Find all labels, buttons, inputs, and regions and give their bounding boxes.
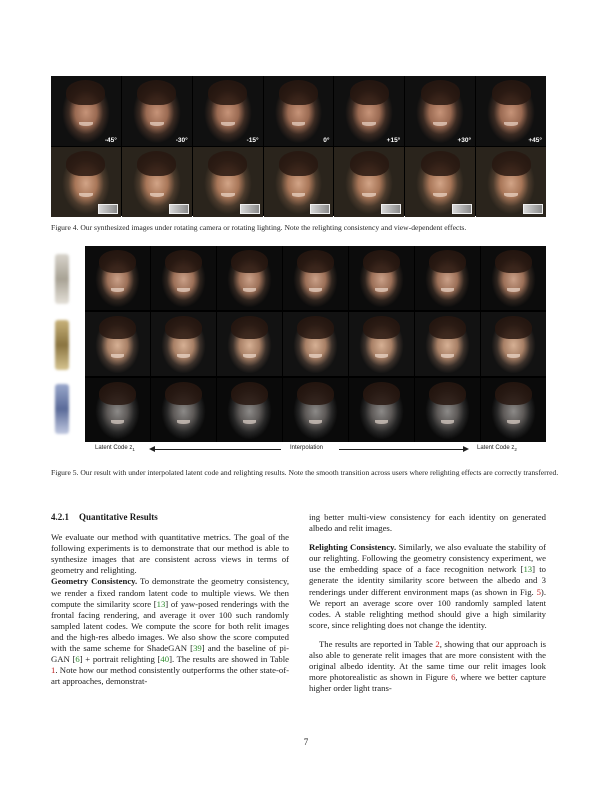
figure-5-tile	[283, 378, 348, 442]
figure-5-tile	[283, 246, 348, 310]
citation-link[interactable]: 6	[75, 654, 80, 665]
table-link[interactable]: 2	[435, 638, 440, 649]
axis-label-interpolation: Interpolation	[290, 445, 324, 451]
figure-5-tile	[85, 246, 150, 310]
paragraph-intro: We evaluate our method with quantitative metrics. The goal of the following experiments is to demonstrate that our method is able to synthesize images that are consistent across views in terms of geometry and relighting.	[51, 532, 289, 576]
figure-4-tile	[334, 76, 404, 146]
paragraph-geometry-consistency: Geometry Consistency. To demonstrate the geometry consistency, we render a fixed random latent code to multiple views. We then compute the similarity score [13] of yaw-posed renderings with the frontal facing rendering, and average it over 100 such randomly sampled latent codes. We compute the score for both relit images and the high-res albedo images. We also show the score computed with the same scheme for ShadeGAN [39] and the baseline of pi-GAN [6] + portrait relighting [40]. The results are showed in Table 1. Note how our method consistently outperforms the other state-of-art approaches, demonstrat-	[51, 576, 289, 687]
angle-label: +15°	[386, 137, 401, 144]
envmap-thumbnail	[310, 204, 330, 214]
paragraph-continuation: ing better multi-view consistency for each identity on generated albedo and relit images.	[309, 512, 546, 534]
figure-5-tile	[217, 312, 282, 376]
figure-4-tile	[476, 147, 546, 217]
figure-4-tile	[122, 76, 192, 146]
figure-5-tile	[415, 246, 480, 310]
figure-5-envmap-column	[51, 246, 85, 442]
figure-5-tile	[151, 246, 216, 310]
angle-label: -30°	[175, 137, 188, 144]
envmap-thumbnail	[381, 204, 401, 214]
citation-link[interactable]: 13	[523, 564, 533, 575]
figure-5-tile	[151, 378, 216, 442]
figure-5-tile	[217, 246, 282, 310]
figure-5-tile	[415, 312, 480, 376]
figure-4-tile	[334, 147, 404, 217]
figure-5-caption: Figure 5. Our result with under interpolated latent code and relighting results. Note the smooth transition across users where relighting effects are correctly transferred.	[51, 468, 559, 477]
figure-4-lighting-row	[51, 147, 546, 217]
figure-4-tile	[193, 147, 263, 217]
angle-label: -15°	[246, 137, 259, 144]
figure-4-tile	[122, 147, 192, 217]
figure-5-tile	[217, 378, 282, 442]
figure-5-interpolation-axis	[85, 442, 546, 456]
figure-4-tile	[476, 76, 546, 146]
angle-label: -45°	[104, 137, 117, 144]
figure-5-tile	[283, 312, 348, 376]
figure-link[interactable]: 5	[536, 586, 541, 597]
figure-5-row-2	[85, 312, 546, 376]
figure-4-tile	[51, 76, 121, 146]
figure-5-row-3	[85, 378, 546, 442]
figure-4-caption: Figure 4. Our synthesized images under rotating camera or rotating lighting. Note the relighting consistency and view-dependent effects.	[51, 223, 467, 232]
envmap-1	[51, 248, 85, 310]
table-link[interactable]: 1	[51, 665, 56, 676]
figure-4-tile	[405, 147, 475, 217]
figure-4-camera-row	[51, 76, 546, 146]
page-number: 7	[303, 737, 309, 747]
angle-label: +30°	[457, 137, 472, 144]
figure-5-tile	[481, 378, 546, 442]
arrow-right-icon	[463, 446, 469, 452]
envmap-3	[51, 378, 85, 440]
envmap-thumbnail	[452, 204, 472, 214]
right-column	[309, 512, 546, 694]
figure-4-tile	[193, 76, 263, 146]
figure-5-tile	[481, 312, 546, 376]
angle-label: 0°	[323, 137, 330, 144]
axis-label-right: Latent Code $z_2$	[477, 445, 517, 453]
envmap-thumbnail	[523, 204, 543, 214]
figure-5-tile	[85, 378, 150, 442]
figure-5-tile	[415, 378, 480, 442]
figure-5-tile	[481, 246, 546, 310]
figure-5-tile	[85, 312, 150, 376]
envmap-thumbnail	[98, 204, 118, 214]
axis-line-right	[339, 449, 463, 450]
envmap-thumbnail	[240, 204, 260, 214]
paragraph-results: The results are reported in Table 2, showing that our approach is also able to generate relit images that are more consistent with the original albedo identity. At the same time our relit images look more photorealistic as shown in Figure 6, where we better capture higher order light trans-	[309, 638, 546, 694]
figure-5-tile	[349, 246, 414, 310]
figure-4-tile	[51, 147, 121, 217]
figure-5-row-1	[85, 246, 546, 310]
figure-5-tile	[151, 312, 216, 376]
figure-4-tile	[264, 76, 334, 146]
figure-4-tile	[264, 147, 334, 217]
citation-link[interactable]: 13	[156, 598, 166, 609]
figure-4-image-grid	[51, 76, 546, 216]
left-column	[51, 512, 289, 687]
axis-line-left	[155, 449, 281, 450]
citation-link[interactable]: 39	[193, 643, 202, 654]
angle-label: +45°	[528, 137, 543, 144]
paragraph-relighting-consistency: Relighting Consistency. Similarly, we also evaluate the stability of our relighting. Following the geometry consistency experiment, we use the embedding space of a face recognition network [13] to generate the identity similarity score between the albedo and 3 renderings under different environment maps (as shown in Fig. 5). We report an average score over 100 randomly sampled latent codes. A stable relighting method should give a high similarity score, since relighting does not change the identity.	[309, 542, 546, 630]
axis-label-left: Latent Code $z_1$	[95, 445, 135, 453]
section-heading: 4.2.1 Quantitative Results	[51, 512, 158, 522]
figure-link[interactable]: 6	[451, 672, 456, 683]
citation-link[interactable]: 40	[160, 654, 170, 665]
figure-5-tile	[349, 312, 414, 376]
figure-5-tile	[349, 378, 414, 442]
figure-5-image-grid	[85, 246, 546, 442]
envmap-2	[51, 314, 85, 376]
figure-4-tile	[405, 76, 475, 146]
envmap-thumbnail	[169, 204, 189, 214]
